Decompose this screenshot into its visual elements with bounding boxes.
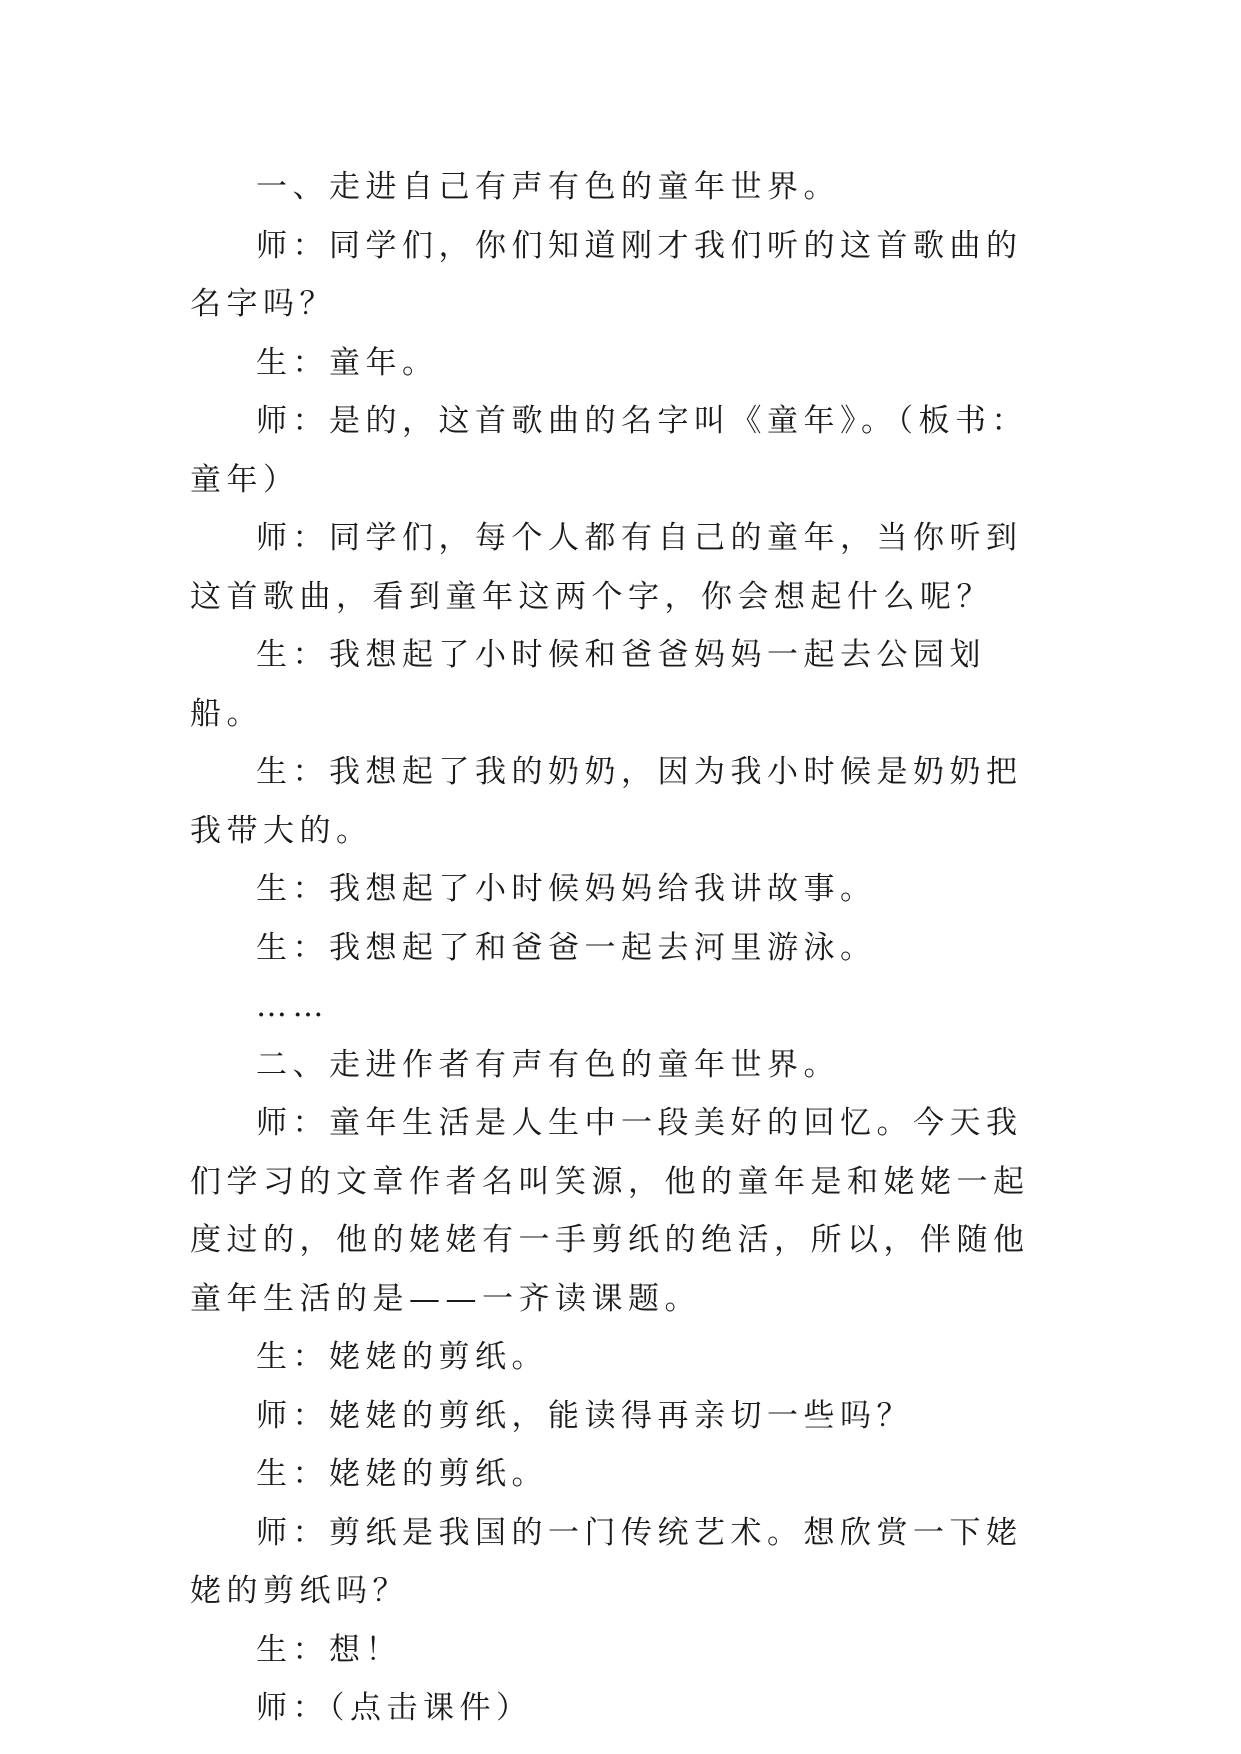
section-heading-1: 一、走进自己有声有色的童年世界。 (256, 169, 840, 205)
dialogue-line: 师：姥姥的剪纸，能读得再亲切一些吗？ (256, 1397, 913, 1434)
dialogue-line: 生：我想起了我的奶奶，因为我小时候是奶奶把我带大的。 (190, 754, 1023, 849)
dialogue-line: 师：是的，这首歌曲的名字叫《童年》。（板书：童年） (190, 403, 1028, 498)
dialogue-line: 生：我想起了小时候妈妈给我讲故事。 (256, 871, 877, 907)
dialogue-line: 师：同学们，你们知道刚才我们听的这首歌曲的名字吗？ (190, 227, 1023, 322)
dialogue-line: 师：同学们，每个人都有自己的童年，当你听到这首歌曲，看到童年这两个字，你会想起什么呢？ (190, 520, 1023, 615)
dialogue-line: 生：想！ (256, 1631, 402, 1668)
dialogue-line: 师：（点击课件） (256, 1690, 533, 1726)
dialogue-line: 师：童年生活是人生中一段美好的回忆。今天我们学习的文章作者名叫笑源，他的童年是和姥姥一起度过的，他的姥姥有一手剪纸的绝活，所以，伴随他童年生活的是——一齐读课题。 (190, 1105, 1030, 1317)
ellipsis-line: …… (256, 988, 329, 1024)
document-body (190, 158, 1050, 1738)
dialogue-line: 生：姥姥的剪纸。 (256, 1456, 548, 1492)
section-heading-2: 二、走进作者有声有色的童年世界。 (256, 1046, 840, 1083)
dialogue-line: 生：姥姥的剪纸。 (256, 1339, 548, 1375)
dialogue-line: 生：我想起了和爸爸一起去河里游泳。 (256, 929, 877, 966)
dialogue-line: 师：剪纸是我国的一门传统艺术。想欣赏一下姥姥的剪纸吗？ (190, 1514, 1023, 1609)
dialogue-line: 生：童年。 (256, 344, 439, 381)
dialogue-line: 生：我想起了小时候和爸爸妈妈一起去公园划船。 (190, 637, 986, 732)
